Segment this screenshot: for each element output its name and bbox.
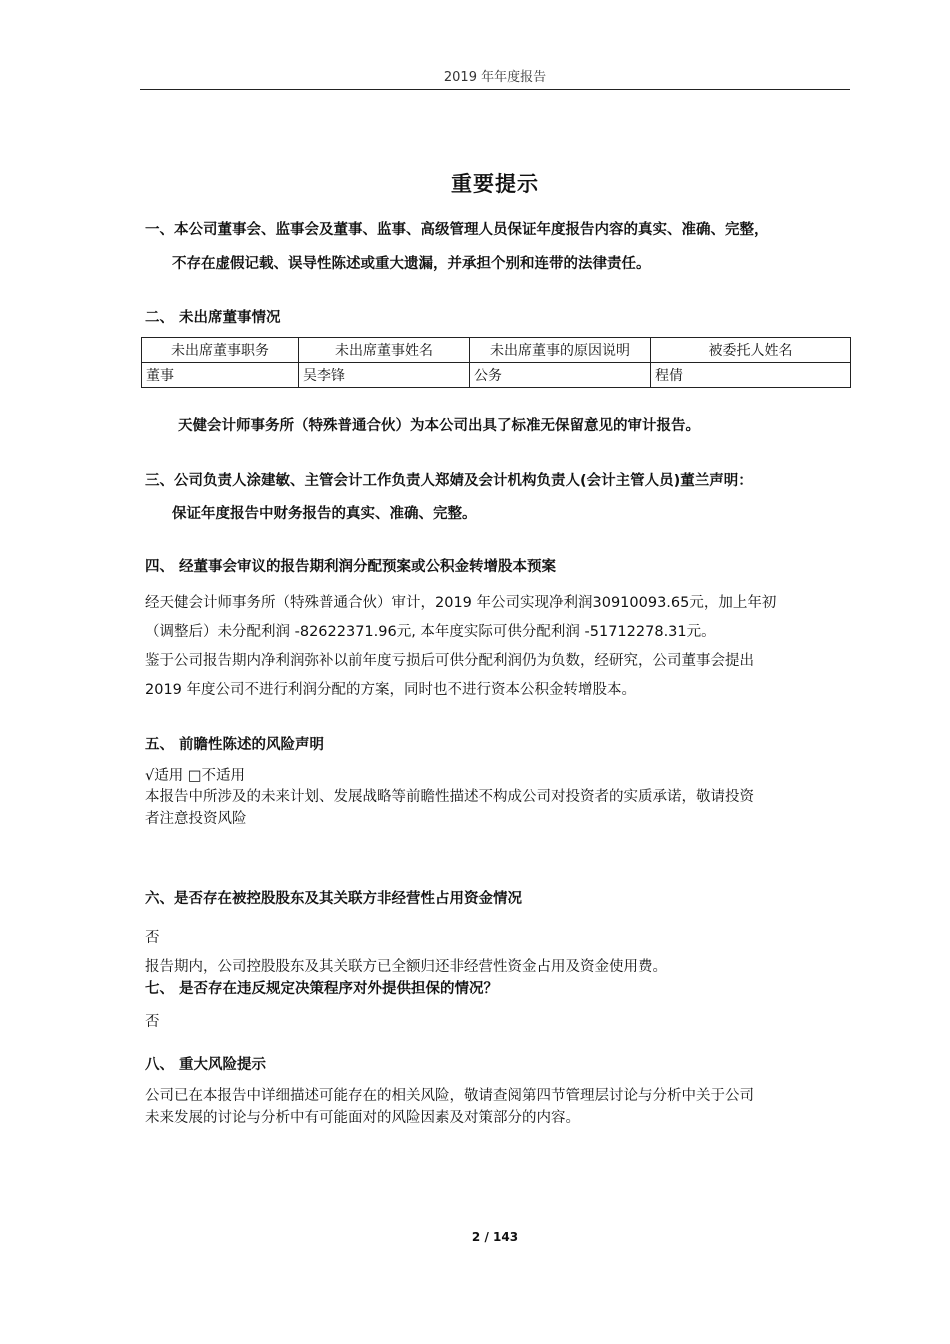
table-header-cell: 被委托人姓名: [651, 338, 851, 363]
paragraph-line: 2019 年度公司不进行利润分配的方案，同时也不进行资本公积金转增股本。: [145, 682, 637, 698]
section-6-answer: 否: [145, 930, 160, 946]
table-cell: 公务: [470, 363, 651, 388]
paragraph-line: 本报告中所涉及的未来计划、发展战略等前瞻性描述不构成公司对投资者的实质承诺，敬请投资: [145, 789, 754, 805]
section-5-heading: 五、 前瞻性陈述的风险声明: [145, 737, 325, 753]
section-1-line-1: 一、本公司董事会、监事会及董事、监事、高级管理人员保证年度报告内容的真实、准确、完整，: [145, 222, 769, 238]
table-header-cell: 未出席董事的原因说明: [470, 338, 651, 363]
paragraph-line: （调整后）未分配利润 -82622371.96元, 本年度实际可供分配利润 -51712278.31元。: [145, 624, 716, 640]
paragraph-line: 鉴于公司报告期内净利润弥补以前年度亏损后可供分配利润仍为负数，经研究，公司董事会提出: [145, 653, 754, 669]
paragraph-line: 者注意投资风险: [145, 811, 247, 827]
absent-directors-table: [141, 337, 851, 388]
section-4-paragraph-1: [145, 589, 850, 705]
header-divider: [140, 89, 850, 90]
table-header-row: [142, 338, 851, 363]
table-row: [142, 363, 851, 388]
paragraph-line: 公司已在本报告中详细描述可能存在的相关风险，敬请查阅第四节管理层讨论与分析中关于公司: [145, 1088, 754, 1104]
page-number: 2 / 143: [471, 1230, 519, 1244]
section-4-heading: 四、 经董事会审议的报告期利润分配预案或公积金转增股本预案: [145, 559, 557, 575]
section-7-answer: 否: [145, 1014, 160, 1030]
applicability-option: √适用 □不适用: [145, 768, 246, 784]
section-5-text: [145, 786, 850, 830]
paragraph-line: 未来发展的讨论与分析中有可能面对的风险因素及对策部分的内容。: [145, 1110, 580, 1126]
paragraph-line: 经天健会计师事务所（特殊普通合伙）审计，2019 年公司实现净利润30910093.65元，加上年初: [145, 595, 777, 611]
section-8-text: [145, 1085, 850, 1129]
section-6-heading: 六、是否存在被控股股东及其关联方非经营性占用资金情况: [145, 891, 522, 907]
section-1-line-2: 不存在虚假记载、误导性陈述或重大遗漏，并承担个别和连带的法律责任。: [172, 256, 651, 272]
section-3-line-1: 三、公司负责人涂建敏、主管会计工作负责人郑婧及会计机构负责人(会计主管人员)董兰声明：: [145, 473, 753, 489]
table-header-cell: 未出席董事姓名: [299, 338, 470, 363]
table-cell: 吴李锋: [299, 363, 470, 388]
page-title: 重要提示: [451, 172, 539, 196]
section-7-heading: 七、 是否存在违反规定决策程序对外提供担保的情况？: [145, 981, 499, 997]
section-2-heading: 二、 未出席董事情况: [145, 310, 281, 326]
table-cell: 董事: [142, 363, 299, 388]
section-6-text: 报告期内，公司控股股东及其关联方已全额归还非经营性资金占用及资金使用费。: [145, 959, 667, 975]
table-cell: 程倩: [651, 363, 851, 388]
running-header: 2019 年年度报告: [443, 70, 547, 85]
audit-opinion-note: 天健会计师事务所（特殊普通合伙）为本公司出具了标准无保留意见的审计报告。: [178, 418, 700, 434]
section-3-line-2: 保证年度报告中财务报告的真实、准确、完整。: [172, 506, 477, 522]
section-8-heading: 八、 重大风险提示: [145, 1057, 267, 1073]
table-header-cell: 未出席董事职务: [142, 338, 299, 363]
